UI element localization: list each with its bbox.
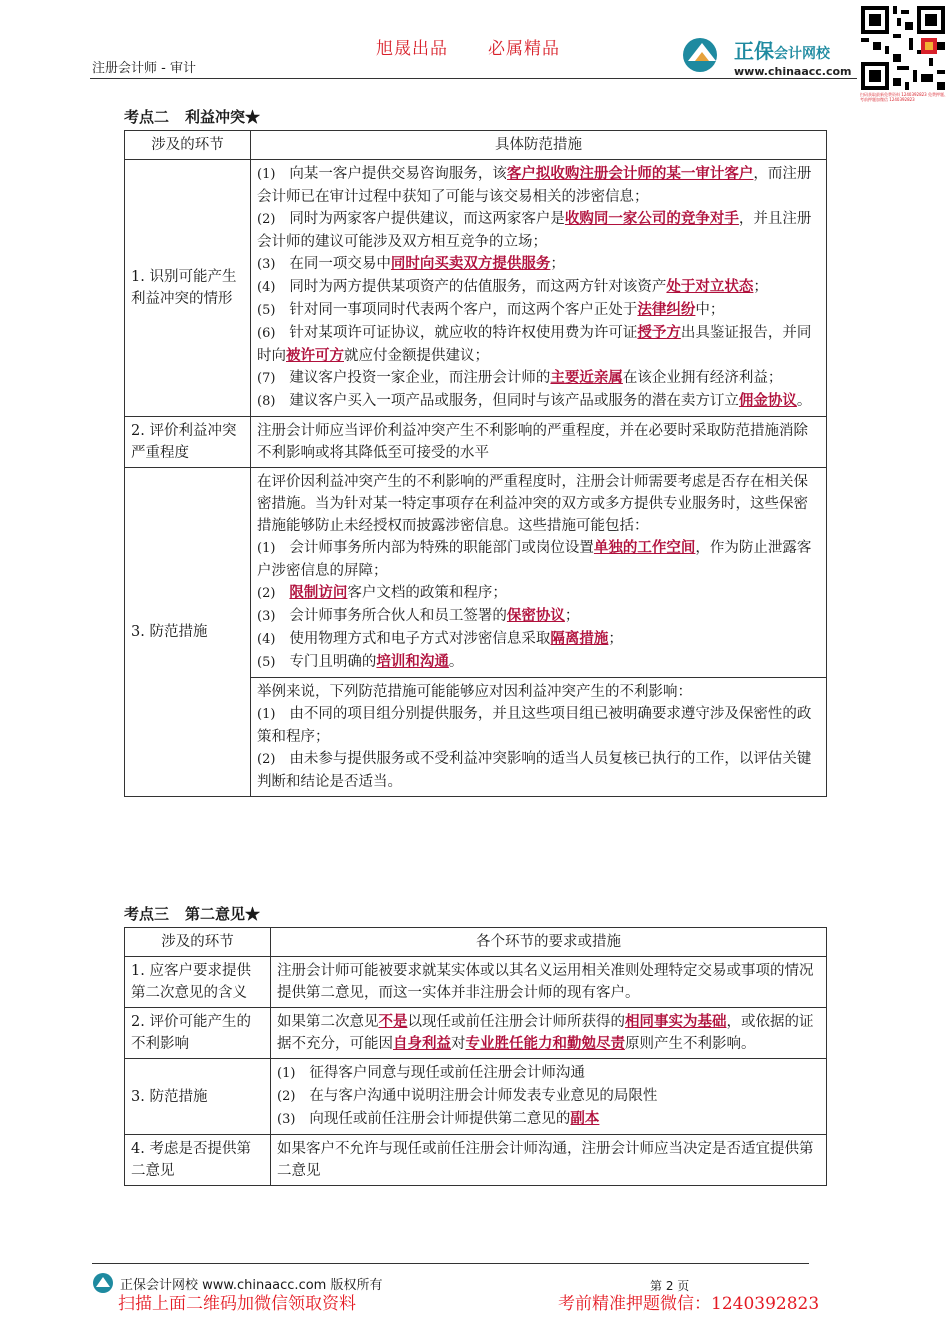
table-row <box>125 1008 827 1059</box>
slogan-right: 必属精品 <box>488 39 560 59</box>
paragraph: 在评价因利益冲突产生的不利影响的严重程度时，注册会计师需要考虑是否存在相关保密措施。当为针对某一特定事项存在利益冲突的双方或多方提供专业服务时，这些保密措施能够防止未经授权而披露涉密信息。这些措施可能包括： <box>257 474 808 534</box>
list-item: (3) 向现任或前任注册会计师提供第二意见的副本 <box>277 1110 600 1127</box>
measures-cell <box>251 468 827 678</box>
header-slogan <box>376 34 560 59</box>
promo-right: 考前精准押题微信：1240392823 <box>558 1294 820 1314</box>
requirements-cell: 如果客户不允许与现任或前任注册会计师沟通，注册会计师应当决定是否适宜提供第二意见 <box>271 1135 827 1186</box>
qr-code-icon[interactable] <box>861 6 945 90</box>
qr-caption: 扫码获取最新免费资料 1240392823 免费押题、考前押题加微信 1240392823 <box>860 92 948 102</box>
footer-divider <box>92 1263 809 1264</box>
measures-cell <box>251 678 827 797</box>
table-header-row <box>125 928 827 957</box>
footer-copyright: 正保会计网校 www.chinaacc.com 版权所有 <box>120 1278 383 1293</box>
table-row <box>125 417 827 468</box>
table-row <box>125 1135 827 1186</box>
list-item: (2) 在与客户沟通中说明注册会计师发表专业意见的局限性 <box>277 1088 658 1104</box>
list-item: (6) 针对某项许可证协议，就应收的特许权使用费为许可证授予方出具鉴证报告，并同时向被许可方就应付金额提供建议； <box>257 324 812 364</box>
header-measures: 具体防范措施 <box>251 131 827 160</box>
list-item: (2) 限制访问客户文档的政策和程序； <box>257 584 507 601</box>
stage-cell: 4. 考虑是否提供第二意见 <box>125 1135 271 1186</box>
conflict-of-interest-table <box>124 130 827 797</box>
stage-cell: 2. 评价可能产生的不利影响 <box>125 1008 271 1059</box>
section2-title: 利益冲突★ <box>185 108 261 126</box>
list-item: (5) 针对同一事项同时代表两个客户，而这两个客户正处于法律纠纷中； <box>257 301 725 318</box>
list-item: (7) 建议客户投资一家企业，而注册会计师的主要近亲属在该企业拥有经济利益； <box>257 369 783 386</box>
header-stage: 涉及的环节 <box>125 928 271 957</box>
list-item: (3) 会计师事务所合伙人和员工签署的保密协议； <box>257 607 580 624</box>
section3-label: 考点三 <box>124 905 170 923</box>
stage-cell: 3. 防范措施 <box>125 1059 271 1135</box>
section3-heading <box>124 903 260 924</box>
list-item: (2) 同时为两家客户提供建议，而这两家客户是收购同一家公司的竞争对手，并且注册会计师的建议可能涉及双方相互竞争的立场； <box>257 210 812 250</box>
list-item: (5) 专门且明确的培训和沟通。 <box>257 653 464 670</box>
table-row <box>125 468 827 678</box>
table-header-row <box>125 131 827 160</box>
stage-cell: 1. 应客户要求提供第二次意见的含义 <box>125 957 271 1008</box>
brand-suffix: 会计网校 <box>774 46 830 62</box>
list-item: (8) 建议客户买入一项产品或服务，但同时与该产品或服务的潜在卖方订立佣金协议。 <box>257 392 812 409</box>
list-item: (4) 同时为两方提供某项资产的估值服务，而这两方针对该资产处于对立状态； <box>257 278 768 295</box>
table-row <box>125 1059 827 1135</box>
list-item: (2) 由未参与提供服务或不受利益冲突影响的适当人员复核已执行的工作，以评估关键判断和结论是否适当。 <box>257 751 812 790</box>
slogan-left: 旭晟出品 <box>376 39 448 59</box>
stage-cell: 1. 识别可能产生利益冲突的情形 <box>125 160 251 417</box>
measures-cell <box>251 160 827 417</box>
course-title: 注册会计师 - 审计 <box>92 61 196 76</box>
header-divider <box>90 78 857 79</box>
chinaacc-footer-logo-icon <box>92 1272 114 1294</box>
list-item: (1) 会计师事务所内部为特殊的职能部门或岗位设置单独的工作空间，作为防止泄露客户涉密信息的屏障； <box>257 539 812 579</box>
requirements-cell: 注册会计师可能被要求就某实体或以其名义运用相关准则处理特定交易或事项的情况提供第二意见，而这一实体并非注册会计师的现有客户。 <box>271 957 827 1008</box>
paragraph: 举例来说，下列防范措施可能能够应对因利益冲突产生的不利影响： <box>257 684 692 700</box>
table-row <box>125 160 827 417</box>
list-item: (1) 征得客户同意与现任或前任注册会计师沟通 <box>277 1065 585 1081</box>
stage-cell: 2. 评价利益冲突严重程度 <box>125 417 251 468</box>
section3-title: 第二意见★ <box>185 905 261 923</box>
header-stage: 涉及的环节 <box>125 131 251 160</box>
requirements-cell <box>271 1059 827 1135</box>
table-row <box>125 957 827 1008</box>
measures-cell: 注册会计师应当评价利益冲突产生不利影响的严重程度，并在必要时采取防范措施消除不利影响或将其降低至可接受的水平 <box>251 417 827 468</box>
list-item: (1) 由不同的项目组分别提供服务，并且这些项目组已被明确要求遵守涉及保密性的政策和程序； <box>257 706 812 745</box>
promo-left: 扫描上面二维码加微信领取资料 <box>118 1294 356 1314</box>
chinaacc-logo-icon <box>678 33 726 73</box>
brand-url: www.chinaacc.com <box>734 65 852 78</box>
list-item: (4) 使用物理方式和电子方式对涉密信息采取隔离措施； <box>257 630 623 647</box>
brand-name: 正保 <box>734 39 774 63</box>
section2-heading <box>124 106 260 127</box>
requirements-cell: 如果第二次意见不是以现任或前任注册会计师所获得的相同事实为基础，或依据的证据不充分，可能因自身利益对专业胜任能力和勤勉尽责原则产生不利影响。 <box>271 1008 827 1059</box>
brand-block <box>734 35 852 78</box>
stage-cell: 3. 防范措施 <box>125 468 251 797</box>
list-item: (3) 在同一项交易中同时向买卖双方提供服务； <box>257 255 565 272</box>
list-item: (1) 向某一客户提供交易咨询服务，该客户拟收购注册会计师的某一审计客户，而注册会计师已在审计过程中获知了可能与该交易相关的涉密信息； <box>257 165 812 205</box>
page-number: 第 2 页 <box>650 1279 690 1293</box>
header-requirements: 各个环节的要求或措施 <box>271 928 827 957</box>
second-opinion-table <box>124 927 827 1186</box>
section2-label: 考点二 <box>124 108 170 126</box>
